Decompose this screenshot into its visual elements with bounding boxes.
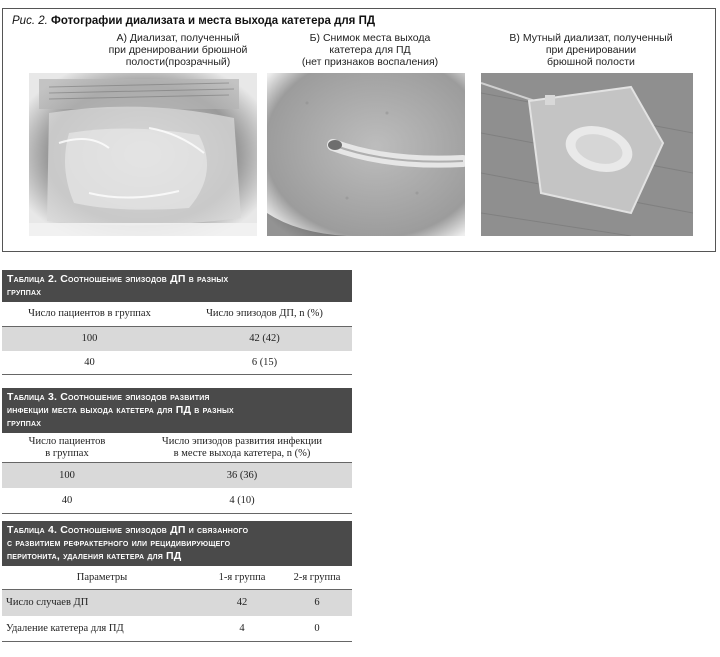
column-header: Число пациентов в группах bbox=[28, 435, 106, 459]
table-cell: 40 bbox=[61, 494, 73, 506]
table-row bbox=[2, 463, 352, 488]
table-3 bbox=[2, 388, 352, 514]
panel-c-caption: В) Мутный диализат, полученный при дренировании брюшной полости bbox=[509, 32, 673, 68]
table-row bbox=[2, 488, 352, 514]
table-cell: 42 bbox=[236, 597, 248, 608]
table-cell: 6 bbox=[314, 597, 320, 608]
table-2-column-header bbox=[2, 302, 352, 327]
table-2-title: Таблица 2. Соотношение эпизодов ДП в разных группах bbox=[2, 270, 352, 302]
table-row bbox=[2, 351, 352, 375]
table-cell: Число случаев ДП bbox=[6, 597, 89, 608]
photo-cloudy-dialysate bbox=[481, 73, 693, 236]
table-cell: 36 (36) bbox=[226, 469, 258, 481]
table-cell: 100 bbox=[59, 469, 75, 481]
table-cell: 42 (42) bbox=[249, 333, 280, 344]
photo-catheter-exit-site bbox=[267, 73, 465, 236]
table-cell: 4 bbox=[239, 622, 245, 634]
column-header: Число пациентов в группах bbox=[28, 308, 151, 319]
table-row bbox=[2, 590, 352, 616]
table-2 bbox=[2, 270, 352, 375]
table-4 bbox=[2, 521, 352, 642]
column-header: Параметры bbox=[76, 571, 128, 583]
table-row bbox=[2, 616, 352, 642]
table-row bbox=[2, 327, 352, 351]
panel-b-caption: Б) Снимок места выхода катетера для ПД (нет признаков воспаления) bbox=[301, 32, 439, 68]
table-4-column-header bbox=[2, 566, 352, 590]
photo-clear-dialysate bbox=[29, 73, 257, 236]
column-header: Число эпизодов ДП, n (%) bbox=[206, 308, 323, 319]
figure-title-text: Фотографии диализата и места выхода катетера для ПД bbox=[51, 15, 376, 27]
table-cell: 4 (10) bbox=[229, 494, 255, 506]
table-cell: 100 bbox=[81, 333, 98, 344]
table-3-column-header bbox=[2, 433, 352, 463]
column-header: 2-я группа bbox=[293, 571, 341, 583]
figure-title bbox=[12, 15, 375, 27]
table-cell: 40 bbox=[84, 356, 95, 368]
table-3-title: Таблица 3. Соотношение эпизодов развития инфекции места выхода катетера для ПД в разных группах bbox=[2, 388, 352, 433]
table-cell: 6 (15) bbox=[251, 356, 278, 368]
table-cell: Удаление катетера для ПД bbox=[6, 622, 124, 634]
table-cell: 0 bbox=[314, 622, 320, 634]
table-4-title: Таблица 4. Соотношение эпизодов ДП и связанного с развитием рефрактерного или рецидивирующего перитонита, удаления катетера для ПД bbox=[2, 521, 352, 566]
column-header: 1-я группа bbox=[218, 571, 266, 583]
figure-2 bbox=[2, 8, 716, 252]
figure-label: Рис. 2. bbox=[12, 15, 48, 27]
column-header: Число эпизодов развития инфекции в месте выхода катетера, n (%) bbox=[161, 435, 323, 459]
panel-a-caption: А) Диализат, полученный при дренировании брюшной полости(прозрачный) bbox=[108, 32, 248, 68]
